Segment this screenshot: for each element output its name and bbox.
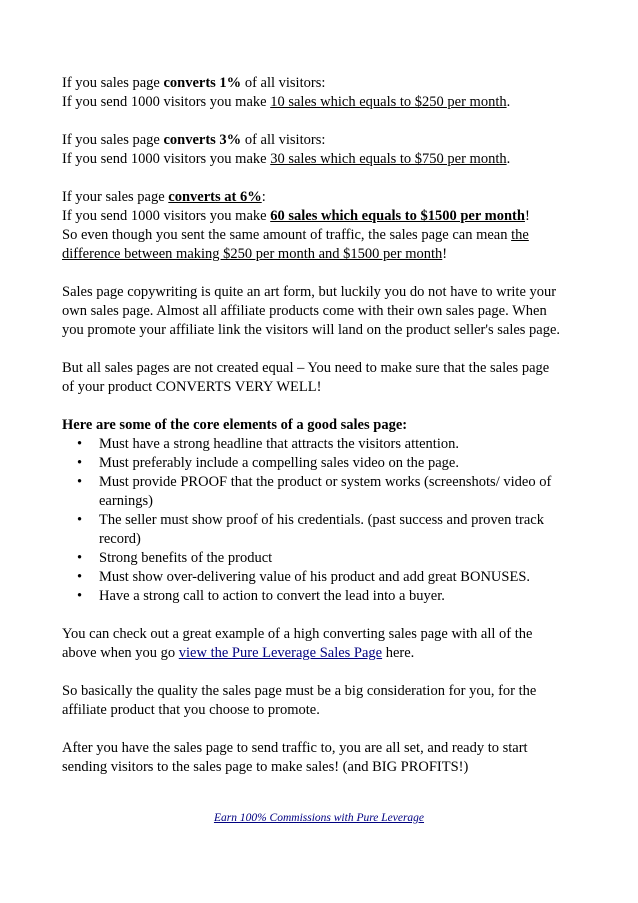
example-paragraph [62, 625, 582, 663]
list-item [62, 549, 582, 568]
text: If you sales page [62, 75, 164, 91]
text-line: sending visitors to the sales page to make sales! (and BIG PROFITS!) [62, 759, 469, 775]
text-line: Sales page copywriting is quite an art form, but luckily you do not have to write your [62, 284, 557, 300]
text: . [506, 151, 511, 167]
section-heading: Here are some of the core elements of a good sales page: [62, 417, 408, 433]
list-item-text: earnings) [99, 493, 153, 509]
footer-commission-link[interactable]: Earn 100% Commissions with Pure Leverage [213, 812, 425, 824]
text: If you send 1000 visitors you make [62, 94, 271, 110]
conversion-example-1 [62, 74, 582, 112]
text: If you sales page [62, 132, 164, 148]
text: : [261, 189, 266, 205]
text: If you send 1000 visitors you make [62, 208, 271, 224]
list-item-text: Must have a strong headline that attracts the visitors attention. [99, 436, 459, 452]
list-item-text: The seller must show proof of his credentials. (past success and proven track [99, 512, 544, 528]
text: of all visitors: [241, 132, 326, 148]
bullet-icon: • [77, 436, 83, 452]
bullet-icon: • [77, 569, 83, 585]
list-item [62, 435, 582, 454]
text-line [62, 74, 582, 93]
bullet-icon: • [77, 588, 83, 604]
text-line: you promote your affiliate link the visitors will land on the product seller's sales page. [62, 322, 561, 338]
text: So even though you sent the same amount of traffic, the sales page can mean [62, 227, 512, 243]
list-item [62, 587, 582, 606]
text: above when you go [62, 645, 179, 661]
text-line: You can check out a great example of a high converting sales page with all of the [62, 626, 533, 642]
list-item-text: Strong benefits of the product [99, 550, 273, 566]
text-line [62, 188, 582, 207]
text-line [62, 93, 582, 112]
quality-paragraph [62, 682, 582, 720]
list-item-text: Have a strong call to action to convert the lead into a buyer. [99, 588, 445, 604]
text-line [62, 150, 582, 169]
text: If your sales page [62, 189, 169, 205]
underlined-text: difference between making $250 per month and $1500 per month [62, 246, 443, 262]
list-item-text: Must preferably include a compelling sales video on the page. [99, 455, 459, 471]
text-line: After you have the sales page to send traffic to, you are all set, and ready to start [62, 740, 528, 756]
bold-underlined-text: 60 sales which equals to $1500 per month [270, 208, 525, 224]
list-item [62, 454, 582, 473]
bold-underlined-text: converts at 6% [168, 189, 262, 205]
bullet-icon: • [77, 550, 83, 566]
text: . [506, 94, 511, 110]
text: ! [524, 208, 530, 224]
core-elements-section [62, 416, 582, 606]
text-line: So basically the quality the sales page must be a big consideration for you, for the [62, 683, 537, 699]
final-paragraph [62, 739, 582, 777]
list-item-text: Must provide PROOF that the product or system works (screenshots/ video of [99, 474, 552, 490]
text-line [62, 131, 582, 150]
conversion-example-2 [62, 131, 582, 169]
core-elements-list [62, 435, 582, 606]
underlined-text: 10 sales which equals to $250 per month [270, 94, 507, 110]
bold-text: converts 3% [163, 132, 242, 148]
page-footer [0, 812, 638, 824]
text-line [62, 207, 582, 226]
text-line: own sales page. Almost all affiliate products come with their own sales page. When [62, 303, 547, 319]
text-line: affiliate product that you choose to promote. [62, 702, 320, 718]
conversion-example-3 [62, 188, 582, 264]
text-line [62, 644, 582, 663]
bullet-icon: • [77, 512, 83, 528]
not-equal-paragraph [62, 359, 582, 397]
copywriting-paragraph [62, 283, 582, 340]
text: ! [442, 246, 448, 262]
text-line: But all sales pages are not created equal – You need to make sure that the sales page [62, 360, 550, 376]
list-item [62, 568, 582, 587]
list-item-text: Must show over-delivering value of his product and add great BONUSES. [99, 569, 531, 585]
underlined-text: the [511, 227, 529, 243]
bullet-icon: • [77, 474, 83, 490]
text-line [62, 226, 582, 245]
list-item-text: record) [99, 531, 141, 547]
underlined-text: 30 sales which equals to $750 per month [270, 151, 507, 167]
bold-text: converts 1% [163, 75, 242, 91]
sales-page-link[interactable]: view the Pure Leverage Sales Page [178, 645, 383, 661]
bullet-icon: • [77, 455, 83, 471]
text: If you send 1000 visitors you make [62, 151, 271, 167]
text-line: of your product CONVERTS VERY WELL! [62, 379, 322, 395]
text: of all visitors: [241, 75, 326, 91]
text: here. [382, 645, 415, 661]
list-item [62, 511, 582, 549]
text-line [62, 245, 582, 264]
list-item [62, 473, 582, 511]
document-body [62, 74, 582, 796]
